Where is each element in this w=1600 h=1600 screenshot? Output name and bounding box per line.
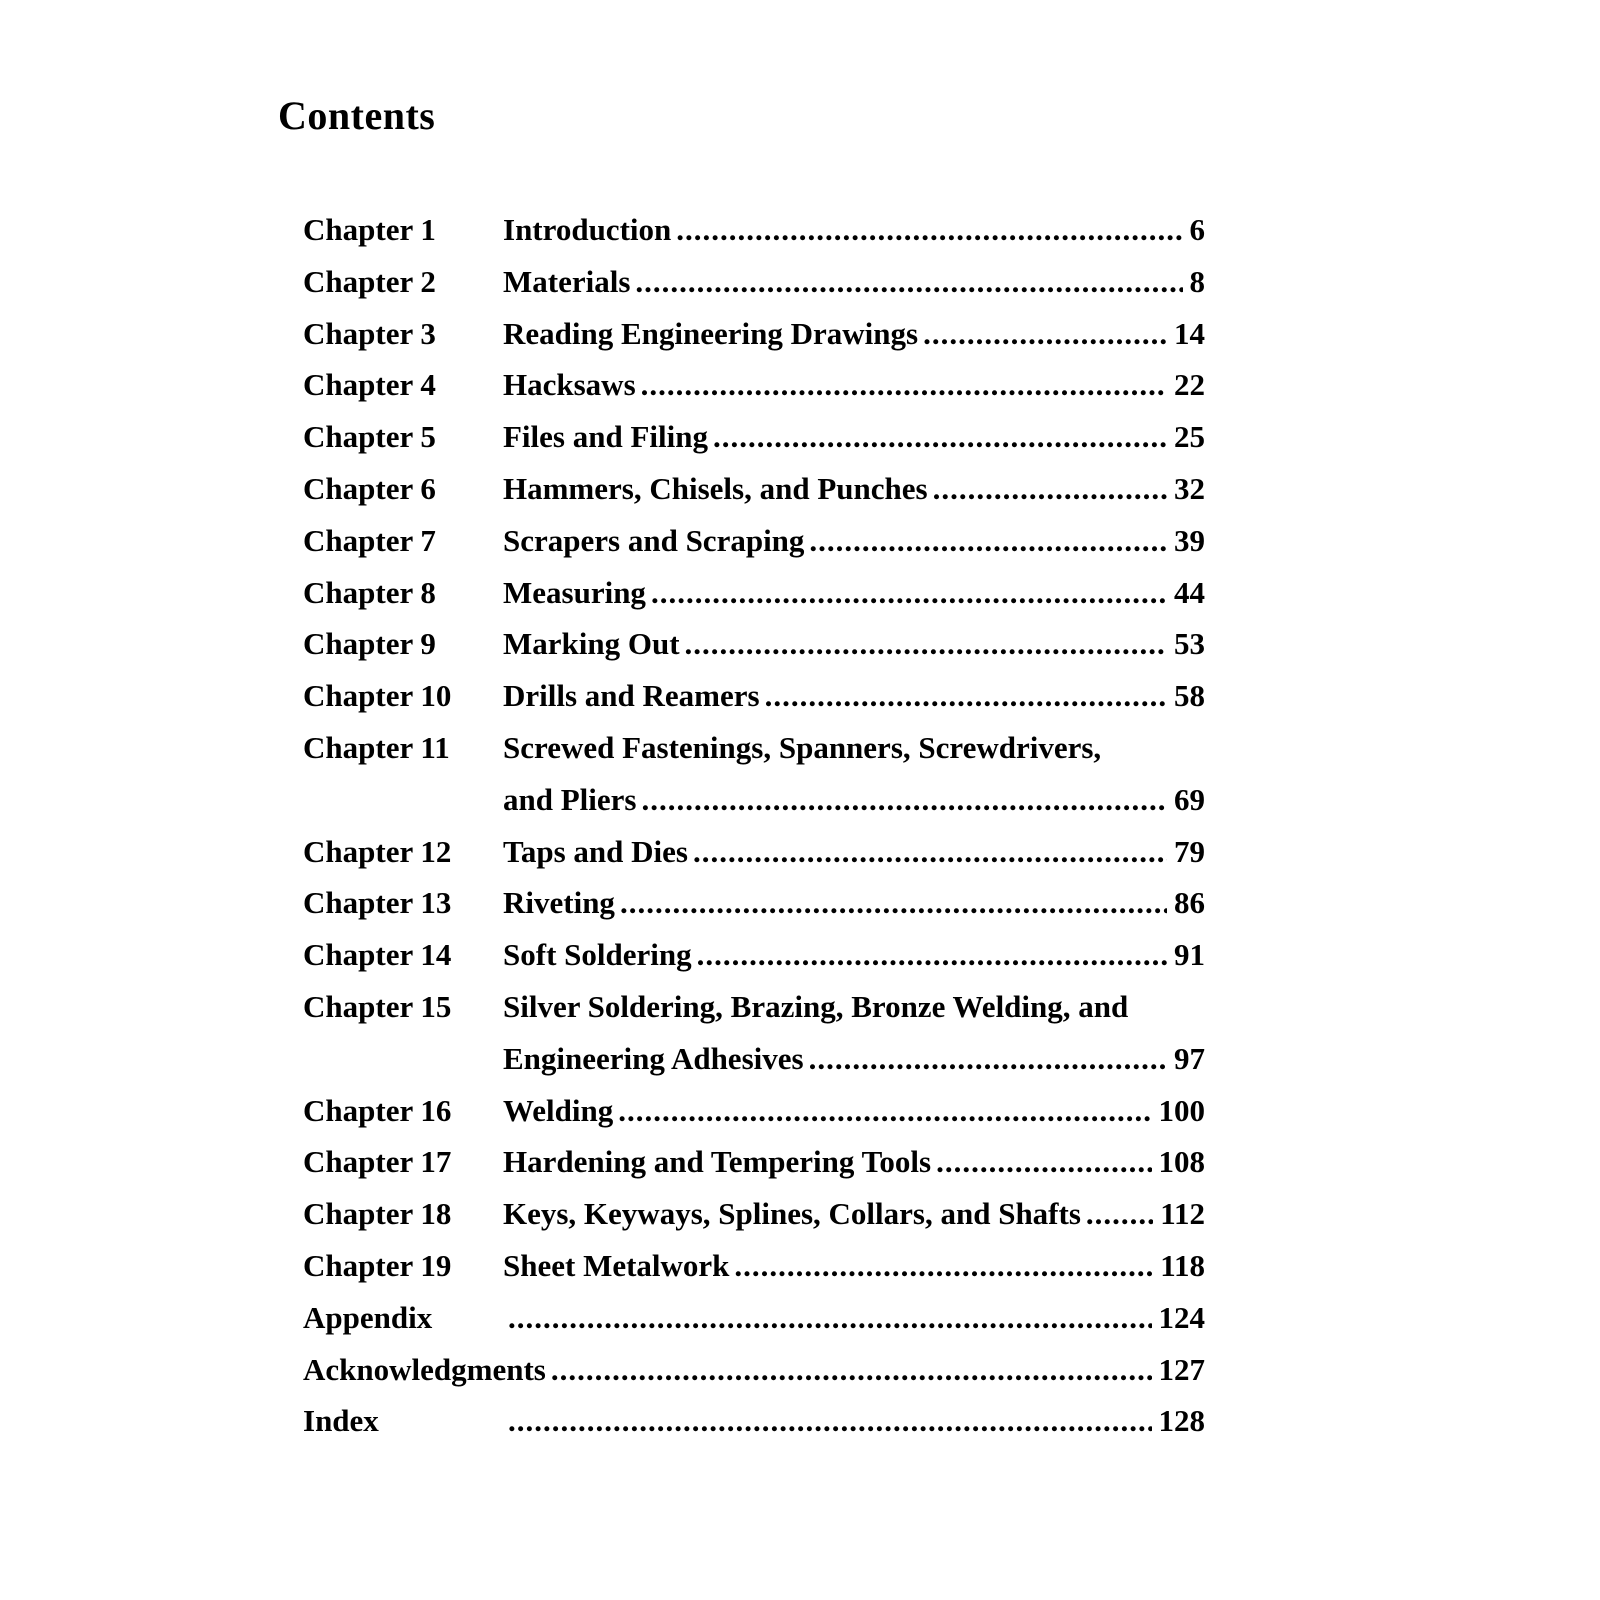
toc-entry: [303, 1300, 1205, 1352]
page-title: Contents: [278, 93, 436, 138]
toc-entry-page-number: 124: [1158, 1299, 1205, 1335]
toc-entry-title: Scrapers and Scraping: [503, 522, 805, 558]
toc-entry-title: Hardening and Tempering Tools: [503, 1144, 932, 1180]
toc-entry: [303, 782, 1205, 834]
toc-entry-page-number: 79: [1174, 833, 1205, 869]
toc-entry-title: Sheet Metalwork: [503, 1247, 730, 1283]
toc-entry-title: Materials: [503, 263, 631, 299]
toc-entry-page-number: 127: [1158, 1351, 1205, 1387]
toc-entry-page-number: 22: [1174, 367, 1205, 403]
dot-leader: [809, 1041, 1167, 1077]
toc-entry-title: Silver Soldering, Brazing, Bronze Welding, and: [503, 988, 1129, 1024]
toc-entry-chapter-label: Chapter 16: [303, 1092, 452, 1128]
toc-entry-chapter-label: Index: [303, 1403, 379, 1439]
toc-entry-chapter-label: Chapter 10: [303, 678, 452, 714]
toc-entry-chapter-label: Chapter 2: [303, 263, 436, 299]
toc-list: [303, 212, 1205, 1455]
toc-entry: [303, 1041, 1205, 1093]
toc-entry: [303, 937, 1205, 989]
dot-leader: [765, 678, 1167, 714]
toc-entry-page-number: 91: [1174, 937, 1205, 973]
toc-entry-title: Engineering Adhesives: [503, 1040, 804, 1076]
toc-entry-title: Measuring: [503, 574, 646, 610]
dot-leader: [551, 1352, 1152, 1388]
toc-entry-title: Hacksaws: [503, 367, 636, 403]
toc-entry-chapter-label: Chapter 12: [303, 833, 452, 869]
toc-entry-chapter-label: Chapter 19: [303, 1247, 452, 1283]
dot-leader: [508, 1403, 1152, 1439]
dot-leader: [508, 1300, 1152, 1336]
toc-entry: [303, 212, 1205, 264]
toc-entry-title: Taps and Dies: [503, 833, 688, 869]
toc-entry-chapter-label: Chapter 4: [303, 367, 436, 403]
toc-entry: [303, 1248, 1205, 1300]
toc-entry-chapter-label: Chapter 7: [303, 522, 436, 558]
toc-entry-chapter-label: Chapter 17: [303, 1144, 452, 1180]
toc-entry-title: Soft Soldering: [503, 937, 692, 973]
toc-entry-chapter-label: Appendix: [303, 1299, 433, 1335]
dot-leader: [936, 1144, 1151, 1180]
toc-entry-page-number: 44: [1174, 574, 1205, 610]
toc-entry-chapter-label: Chapter 3: [303, 315, 436, 351]
toc-entry-title: Welding: [503, 1092, 614, 1128]
toc-entry-chapter-label: Chapter 13: [303, 885, 452, 921]
toc-entry-title: Screwed Fastenings, Spanners, Screwdrivers,: [503, 729, 1102, 765]
toc-entry: [303, 471, 1205, 523]
dot-leader: [618, 1093, 1151, 1129]
toc-entry-title: Marking Out: [503, 626, 680, 662]
toc-entry-page-number: 39: [1174, 522, 1205, 558]
dot-leader: [641, 367, 1167, 403]
toc-entry-page-number: 14: [1174, 315, 1205, 351]
dot-leader: [676, 212, 1182, 248]
toc-entry: [303, 523, 1205, 575]
dot-leader: [933, 471, 1167, 507]
toc-entry: [303, 575, 1205, 627]
toc-entry-page-number: 69: [1174, 781, 1205, 817]
dot-leader: [923, 316, 1167, 352]
toc-entry-page-number: 128: [1158, 1403, 1205, 1439]
toc-entry: [303, 367, 1205, 419]
dot-leader: [620, 885, 1167, 921]
toc-entry: [303, 419, 1205, 471]
toc-entry: [303, 1144, 1205, 1196]
toc-entry: [303, 885, 1205, 937]
toc-entry-page-number: 86: [1174, 885, 1205, 921]
toc-entry: [303, 989, 1205, 1041]
toc-entry: [303, 1196, 1205, 1248]
toc-entry-title: Keys, Keyways, Splines, Collars, and Shafts: [503, 1196, 1081, 1232]
toc-entry-page-number: 112: [1160, 1196, 1205, 1232]
toc-entry-title: Hammers, Chisels, and Punches: [503, 470, 928, 506]
toc-entry: [303, 834, 1205, 886]
dot-leader: [641, 782, 1167, 818]
toc-entry-chapter-label: Chapter 18: [303, 1196, 452, 1232]
toc-entry-page-number: 53: [1174, 626, 1205, 662]
toc-entry: [303, 264, 1205, 316]
toc-entry-title: Files and Filing: [503, 419, 708, 455]
toc-entry: [303, 1403, 1205, 1455]
toc-entry-page-number: 100: [1158, 1092, 1205, 1128]
toc-entry-chapter-label: Chapter 15: [303, 988, 452, 1024]
dot-leader: [651, 575, 1167, 611]
toc-entry-page-number: 118: [1160, 1247, 1205, 1283]
toc-entry-chapter-label: Chapter 11: [303, 729, 450, 765]
toc-entry: [303, 678, 1205, 730]
toc-entry-title: Riveting: [503, 885, 615, 921]
dot-leader: [1086, 1196, 1153, 1232]
dot-leader: [809, 523, 1167, 559]
toc-entry-page-number: 8: [1189, 263, 1205, 299]
dot-leader: [697, 937, 1167, 973]
toc-entry: [303, 1352, 1205, 1404]
toc-entry-chapter-label: Acknowledgments: [303, 1351, 546, 1387]
toc-entry-page-number: 97: [1174, 1040, 1205, 1076]
toc-entry: [303, 316, 1205, 368]
toc-entry-page-number: 108: [1158, 1144, 1205, 1180]
toc-entry-title: Introduction: [503, 212, 672, 247]
toc-entry-chapter-label: Chapter 14: [303, 937, 452, 973]
toc-entry: [303, 626, 1205, 678]
toc-entry-title: and Pliers: [503, 781, 637, 817]
toc-entry-title: Drills and Reamers: [503, 678, 760, 714]
toc-entry-page-number: 25: [1174, 419, 1205, 455]
dot-leader: [685, 626, 1167, 662]
toc-entry-chapter-label: Chapter 6: [303, 470, 436, 506]
toc-entry-chapter-label: Chapter 5: [303, 419, 436, 455]
toc-entry-chapter-label: Chapter 8: [303, 574, 436, 610]
dot-leader: [713, 419, 1167, 455]
toc-entry: [303, 1093, 1205, 1145]
toc-entry-page-number: 58: [1174, 678, 1205, 714]
dot-leader: [635, 264, 1182, 300]
dot-leader: [693, 834, 1167, 870]
toc-entry-chapter-label: Chapter 9: [303, 626, 436, 662]
toc-entry-chapter-label: Chapter 1: [303, 212, 436, 247]
toc-entry-page-number: 32: [1174, 470, 1205, 506]
toc-entry: [303, 730, 1205, 782]
toc-entry-title: Reading Engineering Drawings: [503, 315, 919, 351]
toc-entry-page-number: 6: [1189, 212, 1205, 247]
dot-leader: [734, 1248, 1153, 1284]
